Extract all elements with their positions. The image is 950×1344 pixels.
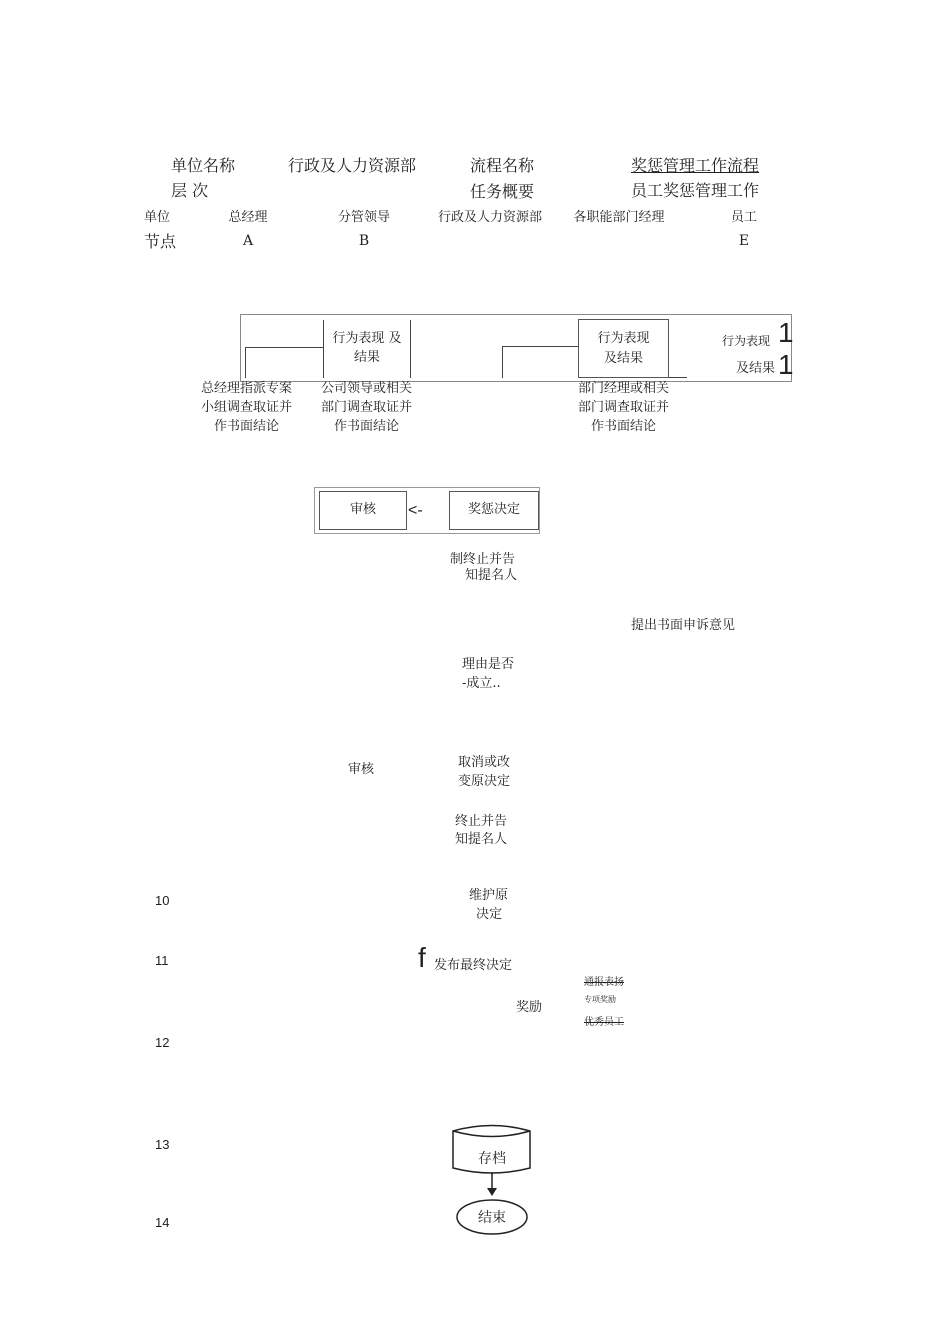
dept-investigate-line1: 部门经理或相关 [577, 381, 669, 396]
notify-1-line1: 制终止并告 [450, 552, 516, 567]
behavior-e-line1: 行为表现 [722, 334, 771, 348]
leader-investigate-line1: 公司领导或相关 [320, 381, 412, 396]
behavior-d-box [578, 319, 669, 378]
dept-investigate-line2: 部门调查取证并 [577, 400, 669, 415]
leader-investigate-line3: 作书面结论 [333, 419, 399, 434]
lane-header-c: 行政及人力资源部 [437, 210, 542, 225]
lane-header-a: 总经理 [228, 210, 268, 225]
lane-header-b: 分管领导 [337, 210, 390, 225]
archive-label: 存档 [478, 1151, 506, 1167]
gm-investigate-line1: 总经理指派专案 [200, 381, 292, 396]
task-summary-label: 任务概要 [470, 182, 535, 201]
behavior-b-left-edge [323, 320, 324, 378]
publish-marker: f [418, 942, 426, 973]
lane-c-connector [502, 346, 578, 347]
reward-item-2: 专项奖励 [584, 995, 616, 1004]
unit-name-label: 单位名称 [171, 156, 236, 175]
leader-investigate-line2: 部门调查取证并 [320, 400, 412, 415]
end-label: 结束 [478, 1210, 506, 1226]
row-number-12: 12 [155, 1035, 170, 1050]
row-number-11: 11 [155, 953, 169, 968]
row-number-13: 13 [155, 1137, 170, 1152]
behavior-b-line2: 结果 [353, 350, 380, 365]
row-number-10: 10 [155, 893, 170, 908]
cancel-change-line1: 取消或改 [458, 755, 511, 770]
review-2-label: 审核 [348, 762, 375, 777]
lane-header-d: 各职能部门经理 [573, 210, 665, 225]
unit-row-label: 单位 [144, 210, 171, 225]
cancel-change-line2: 变原决定 [458, 774, 511, 789]
appeal-label: 提出书面申诉意见 [631, 618, 736, 633]
maintain-line1: 维护原 [469, 888, 509, 903]
behavior-d-line2: 及结果 [603, 351, 643, 366]
node-row-label: 节点 [144, 232, 177, 251]
process-name-value: 奖惩管理工作流程 [631, 156, 760, 175]
behavior-d-tail [669, 377, 687, 378]
reason-check-line2: -成立.. [462, 676, 501, 691]
lane-a-connector-drop [245, 347, 246, 378]
lane-a-connector [245, 347, 323, 348]
notify-1-line2: 知提名人 [465, 568, 518, 583]
lane-c-connector-drop [502, 346, 503, 378]
level-label: 层 次 [171, 181, 209, 200]
maintain-line2: 决定 [476, 907, 503, 922]
decision-label: 奖惩决定 [467, 502, 520, 517]
reason-check-line1: 理由是否 [462, 657, 515, 672]
publish-label: 发布最终决定 [434, 958, 513, 973]
reward-label: 奖励 [516, 1000, 543, 1015]
notify-2-line2: 知提名人 [455, 832, 508, 847]
review-1-label: 审核 [349, 502, 376, 517]
arrow-left-icon: <- [408, 502, 423, 519]
behavior-e-line2: 及结果 [736, 361, 776, 376]
row-number-14: 14 [155, 1215, 170, 1230]
unit-name-value: 行政及人力资源部 [288, 156, 417, 175]
dept-investigate-line3: 作书面结论 [590, 419, 656, 434]
behavior-d-line1: 行为表现 [597, 331, 650, 346]
reward-item-3: 优秀员工 [584, 1017, 624, 1028]
marker-e2: 1 [778, 349, 794, 380]
arrow-down-icon [487, 1172, 497, 1196]
process-name-label: 流程名称 [470, 156, 535, 175]
marker-e1: 1 [778, 317, 794, 348]
behavior-b-line1: 行为表现 及 [332, 331, 402, 346]
lane-code-a: A [242, 233, 254, 249]
reward-item-1: 通报表扬 [584, 977, 624, 988]
lane-header-e: 员工 [730, 210, 757, 225]
gm-investigate-line3: 作书面结论 [213, 419, 279, 434]
notify-2-line1: 终止并告 [455, 814, 508, 829]
lane-code-e: E [738, 233, 750, 249]
gm-investigate-line2: 小组调查取证并 [200, 400, 292, 415]
lane-code-b: B [358, 233, 370, 249]
task-summary-value: 员工奖惩管理工作 [631, 181, 760, 200]
behavior-b-right-edge [410, 320, 411, 378]
